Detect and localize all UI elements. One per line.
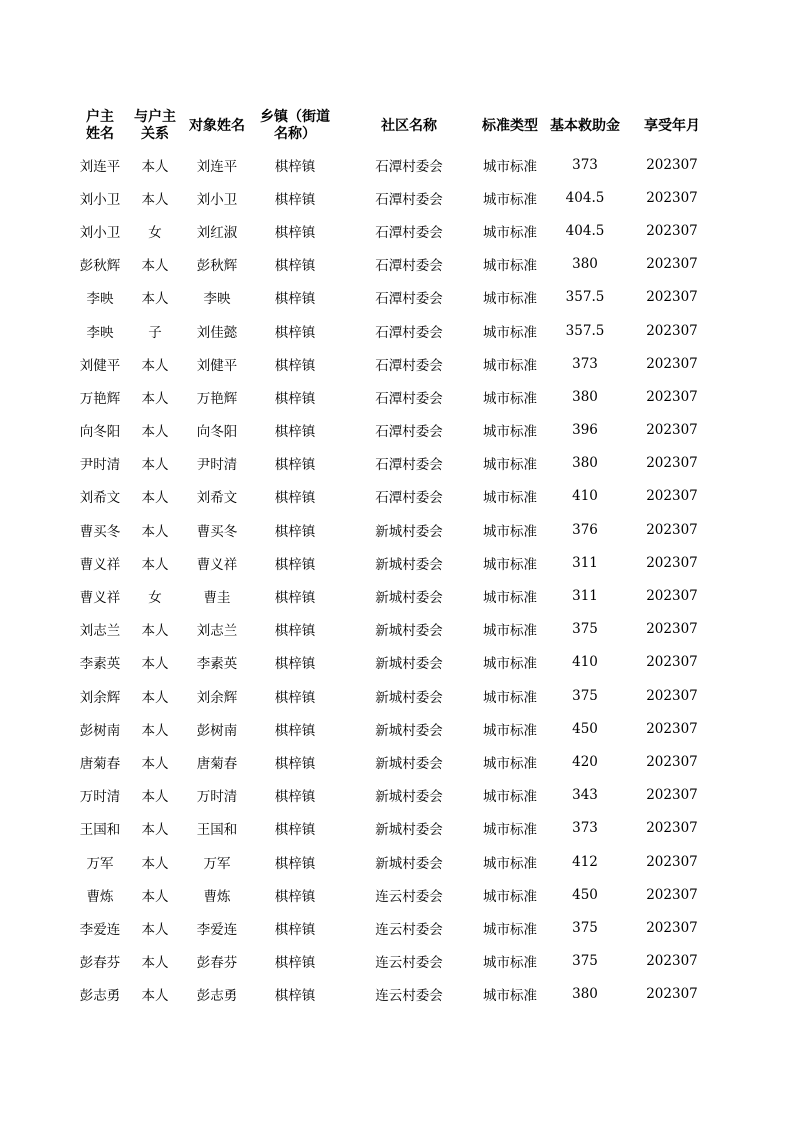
community-name-cell: 新城村委会 bbox=[375, 855, 443, 872]
household-head-name-cell: 曹买冬 bbox=[79, 523, 121, 540]
recipient-name-cell: 曹买冬 bbox=[196, 523, 238, 540]
table-row bbox=[72, 945, 714, 978]
township-cell: 棋梓镇 bbox=[274, 224, 316, 241]
township-cell: 棋梓镇 bbox=[274, 258, 316, 275]
benefit-month-cell: 202307 bbox=[646, 488, 698, 505]
household-head-name-cell: 刘小卫 bbox=[79, 191, 121, 208]
recipient-name-cell: 刘余辉 bbox=[196, 689, 238, 706]
township-cell: 棋梓镇 bbox=[274, 755, 316, 772]
household-head-name-cell: 万艳辉 bbox=[79, 390, 121, 407]
table-row bbox=[72, 347, 714, 380]
community-name-cell: 新城村委会 bbox=[375, 623, 443, 640]
standard-type-cell: 城市标准 bbox=[483, 689, 537, 706]
recipient-name-cell: 向冬阳 bbox=[196, 424, 238, 441]
recipient-name-cell: 尹时清 bbox=[196, 457, 238, 474]
standard-type-cell: 城市标准 bbox=[483, 590, 537, 607]
table-row bbox=[72, 712, 714, 745]
recipient-name-cell: 彭春芬 bbox=[196, 955, 238, 972]
relief-amount-cell: 410 bbox=[572, 654, 598, 671]
standard-type-cell: 城市标准 bbox=[483, 921, 537, 938]
recipient-name-cell: 李映 bbox=[203, 291, 231, 308]
community-name-cell: 石潭村委会 bbox=[375, 457, 443, 474]
standard-type-cell: 城市标准 bbox=[483, 490, 537, 507]
household-head-name-cell: 刘希文 bbox=[79, 490, 121, 507]
household-head-name-cell: 万军 bbox=[86, 855, 114, 872]
relation-cell: 本人 bbox=[141, 988, 169, 1005]
table-row bbox=[72, 745, 714, 778]
community-name-cell: 石潭村委会 bbox=[375, 324, 443, 341]
township-cell: 棋梓镇 bbox=[274, 556, 316, 573]
benefit-month-cell: 202307 bbox=[646, 521, 698, 538]
relief-amount-cell: 375 bbox=[572, 953, 598, 970]
relief-amount-cell: 311 bbox=[572, 554, 598, 571]
relation-cell: 本人 bbox=[141, 755, 169, 772]
relation-cell: 本人 bbox=[141, 623, 169, 640]
recipient-name-cell: 刘健平 bbox=[196, 357, 238, 374]
relation-cell: 本人 bbox=[141, 888, 169, 905]
header-benefit-month: 享受年月 bbox=[644, 117, 700, 134]
community-name-cell: 新城村委会 bbox=[375, 689, 443, 706]
standard-type-cell: 城市标准 bbox=[483, 556, 537, 573]
relief-amount-cell: 380 bbox=[572, 986, 598, 1003]
benefit-month-cell: 202307 bbox=[646, 787, 698, 804]
recipient-name-cell: 李素英 bbox=[196, 656, 238, 673]
relief-amount-cell: 380 bbox=[572, 455, 598, 472]
standard-type-cell: 城市标准 bbox=[483, 258, 537, 275]
standard-type-cell: 城市标准 bbox=[483, 224, 537, 241]
relation-cell: 本人 bbox=[141, 390, 169, 407]
table-row bbox=[72, 447, 714, 480]
table-row bbox=[72, 779, 714, 812]
header-household-head-name: 户主 姓名 bbox=[86, 109, 114, 142]
relation-cell: 本人 bbox=[141, 191, 169, 208]
household-head-name-cell: 李映 bbox=[86, 324, 114, 341]
benefit-month-cell: 202307 bbox=[646, 222, 698, 239]
table-row bbox=[72, 513, 714, 546]
relation-cell: 本人 bbox=[141, 158, 169, 175]
benefit-month-cell: 202307 bbox=[646, 156, 698, 173]
table-row bbox=[72, 579, 714, 612]
table-row bbox=[72, 414, 714, 447]
relief-amount-cell: 420 bbox=[572, 753, 598, 770]
relation-cell: 女 bbox=[148, 590, 162, 607]
household-head-name-cell: 唐菊春 bbox=[79, 755, 121, 772]
header-basic-relief-amount: 基本救助金 bbox=[550, 117, 620, 134]
township-cell: 棋梓镇 bbox=[274, 722, 316, 739]
recipient-name-cell: 王国和 bbox=[196, 822, 238, 839]
relief-amount-cell: 373 bbox=[572, 156, 598, 173]
header-row bbox=[72, 104, 714, 148]
community-name-cell: 新城村委会 bbox=[375, 590, 443, 607]
table-header bbox=[72, 104, 714, 148]
benefit-month-cell: 202307 bbox=[646, 621, 698, 638]
household-head-name-cell: 李素英 bbox=[79, 656, 121, 673]
standard-type-cell: 城市标准 bbox=[483, 291, 537, 308]
household-head-name-cell: 刘志兰 bbox=[79, 623, 121, 640]
header-standard-type: 标准类型 bbox=[482, 117, 538, 134]
table-row bbox=[72, 214, 714, 247]
township-cell: 棋梓镇 bbox=[274, 623, 316, 640]
recipient-name-cell: 刘小卫 bbox=[196, 191, 238, 208]
household-head-name-cell: 向冬阳 bbox=[79, 424, 121, 441]
township-cell: 棋梓镇 bbox=[274, 789, 316, 806]
community-name-cell: 石潭村委会 bbox=[375, 291, 443, 308]
relation-cell: 本人 bbox=[141, 955, 169, 972]
standard-type-cell: 城市标准 bbox=[483, 457, 537, 474]
community-name-cell: 新城村委会 bbox=[375, 789, 443, 806]
recipient-name-cell: 刘红淑 bbox=[196, 224, 238, 241]
benefit-month-cell: 202307 bbox=[646, 322, 698, 339]
table-row bbox=[72, 613, 714, 646]
table-row bbox=[72, 314, 714, 347]
relation-cell: 本人 bbox=[141, 689, 169, 706]
community-name-cell: 石潭村委会 bbox=[375, 357, 443, 374]
recipient-name-cell: 曹炼 bbox=[203, 888, 231, 905]
relation-cell: 本人 bbox=[141, 921, 169, 938]
recipient-name-cell: 彭志勇 bbox=[196, 988, 238, 1005]
benefit-month-cell: 202307 bbox=[646, 588, 698, 605]
benefit-month-cell: 202307 bbox=[646, 422, 698, 439]
benefit-month-cell: 202307 bbox=[646, 853, 698, 870]
table-row bbox=[72, 679, 714, 712]
relation-cell: 本人 bbox=[141, 457, 169, 474]
township-cell: 棋梓镇 bbox=[274, 855, 316, 872]
standard-type-cell: 城市标准 bbox=[483, 855, 537, 872]
header-township: 乡镇（街道 名称） bbox=[260, 109, 330, 142]
benefit-month-cell: 202307 bbox=[646, 720, 698, 737]
community-name-cell: 新城村委会 bbox=[375, 523, 443, 540]
township-cell: 棋梓镇 bbox=[274, 490, 316, 507]
relief-amount-cell: 450 bbox=[572, 886, 598, 903]
benefit-month-cell: 202307 bbox=[646, 919, 698, 936]
table-row bbox=[72, 380, 714, 413]
community-name-cell: 新城村委会 bbox=[375, 822, 443, 839]
standard-type-cell: 城市标准 bbox=[483, 158, 537, 175]
relief-amount-cell: 343 bbox=[572, 787, 598, 804]
household-head-name-cell: 彭春芬 bbox=[79, 955, 121, 972]
table-row bbox=[72, 480, 714, 513]
recipient-name-cell: 刘希文 bbox=[196, 490, 238, 507]
township-cell: 棋梓镇 bbox=[274, 888, 316, 905]
recipient-name-cell: 唐菊春 bbox=[196, 755, 238, 772]
standard-type-cell: 城市标准 bbox=[483, 656, 537, 673]
table-row bbox=[72, 248, 714, 281]
relief-amount-cell: 410 bbox=[572, 488, 598, 505]
recipient-name-cell: 万军 bbox=[203, 855, 231, 872]
standard-type-cell: 城市标准 bbox=[483, 988, 537, 1005]
relief-amount-cell: 380 bbox=[572, 256, 598, 273]
household-head-name-cell: 刘连平 bbox=[79, 158, 121, 175]
header-relation-to-head: 与户主 关系 bbox=[134, 109, 176, 142]
community-name-cell: 新城村委会 bbox=[375, 722, 443, 739]
relief-recipient-table-sheet bbox=[72, 104, 714, 1011]
recipient-name-cell: 刘佳懿 bbox=[196, 324, 238, 341]
benefit-month-cell: 202307 bbox=[646, 753, 698, 770]
household-head-name-cell: 王国和 bbox=[79, 822, 121, 839]
recipient-name-cell: 刘志兰 bbox=[196, 623, 238, 640]
relief-amount-cell: 450 bbox=[572, 720, 598, 737]
household-head-name-cell: 彭树南 bbox=[79, 722, 121, 739]
table-row bbox=[72, 878, 714, 911]
household-head-name-cell: 尹时清 bbox=[79, 457, 121, 474]
household-head-name-cell: 彭秋辉 bbox=[79, 258, 121, 275]
standard-type-cell: 城市标准 bbox=[483, 424, 537, 441]
community-name-cell: 石潭村委会 bbox=[375, 191, 443, 208]
community-name-cell: 石潭村委会 bbox=[375, 158, 443, 175]
benefit-month-cell: 202307 bbox=[646, 189, 698, 206]
relief-amount-cell: 357.5 bbox=[565, 289, 605, 306]
township-cell: 棋梓镇 bbox=[274, 291, 316, 308]
benefit-month-cell: 202307 bbox=[646, 455, 698, 472]
benefit-month-cell: 202307 bbox=[646, 886, 698, 903]
benefit-month-cell: 202307 bbox=[646, 953, 698, 970]
benefit-month-cell: 202307 bbox=[646, 654, 698, 671]
table-row bbox=[72, 911, 714, 944]
relation-cell: 本人 bbox=[141, 424, 169, 441]
recipient-name-cell: 李爱连 bbox=[196, 921, 238, 938]
household-head-name-cell: 曹义祥 bbox=[79, 590, 121, 607]
household-head-name-cell: 李映 bbox=[86, 291, 114, 308]
recipient-name-cell: 万艳辉 bbox=[196, 390, 238, 407]
township-cell: 棋梓镇 bbox=[274, 523, 316, 540]
standard-type-cell: 城市标准 bbox=[483, 191, 537, 208]
recipient-name-cell: 刘连平 bbox=[196, 158, 238, 175]
township-cell: 棋梓镇 bbox=[274, 158, 316, 175]
table-row bbox=[72, 812, 714, 845]
township-cell: 棋梓镇 bbox=[274, 921, 316, 938]
community-name-cell: 石潭村委会 bbox=[375, 390, 443, 407]
recipient-name-cell: 彭秋辉 bbox=[196, 258, 238, 275]
relief-amount-cell: 311 bbox=[572, 588, 598, 605]
community-name-cell: 石潭村委会 bbox=[375, 490, 443, 507]
household-head-name-cell: 曹义祥 bbox=[79, 556, 121, 573]
township-cell: 棋梓镇 bbox=[274, 822, 316, 839]
recipient-name-cell: 万时清 bbox=[196, 789, 238, 806]
standard-type-cell: 城市标准 bbox=[483, 324, 537, 341]
township-cell: 棋梓镇 bbox=[274, 988, 316, 1005]
standard-type-cell: 城市标准 bbox=[483, 722, 537, 739]
header-recipient-name: 对象姓名 bbox=[189, 117, 245, 134]
relation-cell: 本人 bbox=[141, 855, 169, 872]
township-cell: 棋梓镇 bbox=[274, 955, 316, 972]
relief-amount-cell: 373 bbox=[572, 355, 598, 372]
benefit-month-cell: 202307 bbox=[646, 820, 698, 837]
relief-amount-cell: 376 bbox=[572, 521, 598, 538]
relation-cell: 本人 bbox=[141, 291, 169, 308]
standard-type-cell: 城市标准 bbox=[483, 789, 537, 806]
table-row bbox=[72, 978, 714, 1011]
relation-cell: 本人 bbox=[141, 523, 169, 540]
township-cell: 棋梓镇 bbox=[274, 390, 316, 407]
relief-amount-cell: 357.5 bbox=[565, 322, 605, 339]
household-head-name-cell: 刘健平 bbox=[79, 357, 121, 374]
relation-cell: 本人 bbox=[141, 556, 169, 573]
township-cell: 棋梓镇 bbox=[274, 357, 316, 374]
community-name-cell: 石潭村委会 bbox=[375, 258, 443, 275]
township-cell: 棋梓镇 bbox=[274, 689, 316, 706]
township-cell: 棋梓镇 bbox=[274, 424, 316, 441]
community-name-cell: 连云村委会 bbox=[375, 988, 443, 1005]
relief-amount-cell: 412 bbox=[572, 853, 598, 870]
community-name-cell: 新城村委会 bbox=[375, 656, 443, 673]
standard-type-cell: 城市标准 bbox=[483, 888, 537, 905]
household-head-name-cell: 刘小卫 bbox=[79, 224, 121, 241]
relation-cell: 本人 bbox=[141, 789, 169, 806]
household-head-name-cell: 彭志勇 bbox=[79, 988, 121, 1005]
relief-amount-cell: 373 bbox=[572, 820, 598, 837]
standard-type-cell: 城市标准 bbox=[483, 755, 537, 772]
standard-type-cell: 城市标准 bbox=[483, 390, 537, 407]
relation-cell: 本人 bbox=[141, 258, 169, 275]
relief-amount-cell: 375 bbox=[572, 621, 598, 638]
benefit-month-cell: 202307 bbox=[646, 256, 698, 273]
community-name-cell: 石潭村委会 bbox=[375, 224, 443, 241]
recipient-name-cell: 曹义祥 bbox=[196, 556, 238, 573]
recipient-name-cell: 曹圭 bbox=[203, 590, 231, 607]
benefit-month-cell: 202307 bbox=[646, 554, 698, 571]
community-name-cell: 连云村委会 bbox=[375, 888, 443, 905]
relation-cell: 本人 bbox=[141, 722, 169, 739]
community-name-cell: 新城村委会 bbox=[375, 755, 443, 772]
relief-amount-cell: 404.5 bbox=[565, 222, 605, 239]
relief-amount-cell: 380 bbox=[572, 388, 598, 405]
table-row bbox=[72, 646, 714, 679]
benefit-month-cell: 202307 bbox=[646, 388, 698, 405]
relation-cell: 女 bbox=[148, 224, 162, 241]
township-cell: 棋梓镇 bbox=[274, 457, 316, 474]
standard-type-cell: 城市标准 bbox=[483, 523, 537, 540]
relation-cell: 本人 bbox=[141, 357, 169, 374]
benefit-month-cell: 202307 bbox=[646, 355, 698, 372]
relation-cell: 本人 bbox=[141, 656, 169, 673]
relief-amount-cell: 375 bbox=[572, 919, 598, 936]
relation-cell: 本人 bbox=[141, 490, 169, 507]
table-row bbox=[72, 181, 714, 214]
benefit-month-cell: 202307 bbox=[646, 687, 698, 704]
community-name-cell: 新城村委会 bbox=[375, 556, 443, 573]
benefit-month-cell: 202307 bbox=[646, 289, 698, 306]
township-cell: 棋梓镇 bbox=[274, 324, 316, 341]
standard-type-cell: 城市标准 bbox=[483, 955, 537, 972]
relation-cell: 本人 bbox=[141, 822, 169, 839]
community-name-cell: 石潭村委会 bbox=[375, 424, 443, 441]
table-row bbox=[72, 845, 714, 878]
community-name-cell: 连云村委会 bbox=[375, 955, 443, 972]
township-cell: 棋梓镇 bbox=[274, 656, 316, 673]
standard-type-cell: 城市标准 bbox=[483, 623, 537, 640]
recipient-name-cell: 彭树南 bbox=[196, 722, 238, 739]
relief-recipient-table bbox=[72, 104, 714, 1011]
header-community-name: 社区名称 bbox=[381, 117, 437, 134]
household-head-name-cell: 李爱连 bbox=[79, 921, 121, 938]
household-head-name-cell: 万时清 bbox=[79, 789, 121, 806]
table-row bbox=[72, 546, 714, 579]
relief-amount-cell: 375 bbox=[572, 687, 598, 704]
benefit-month-cell: 202307 bbox=[646, 986, 698, 1003]
household-head-name-cell: 曹炼 bbox=[86, 888, 114, 905]
table-row bbox=[72, 281, 714, 314]
relation-cell: 子 bbox=[148, 324, 162, 341]
relief-amount-cell: 404.5 bbox=[565, 189, 605, 206]
township-cell: 棋梓镇 bbox=[274, 191, 316, 208]
standard-type-cell: 城市标准 bbox=[483, 822, 537, 839]
relief-amount-cell: 396 bbox=[572, 422, 598, 439]
township-cell: 棋梓镇 bbox=[274, 590, 316, 607]
table-body bbox=[72, 148, 714, 1011]
table-row bbox=[72, 148, 714, 181]
household-head-name-cell: 刘余辉 bbox=[79, 689, 121, 706]
standard-type-cell: 城市标准 bbox=[483, 357, 537, 374]
community-name-cell: 连云村委会 bbox=[375, 921, 443, 938]
